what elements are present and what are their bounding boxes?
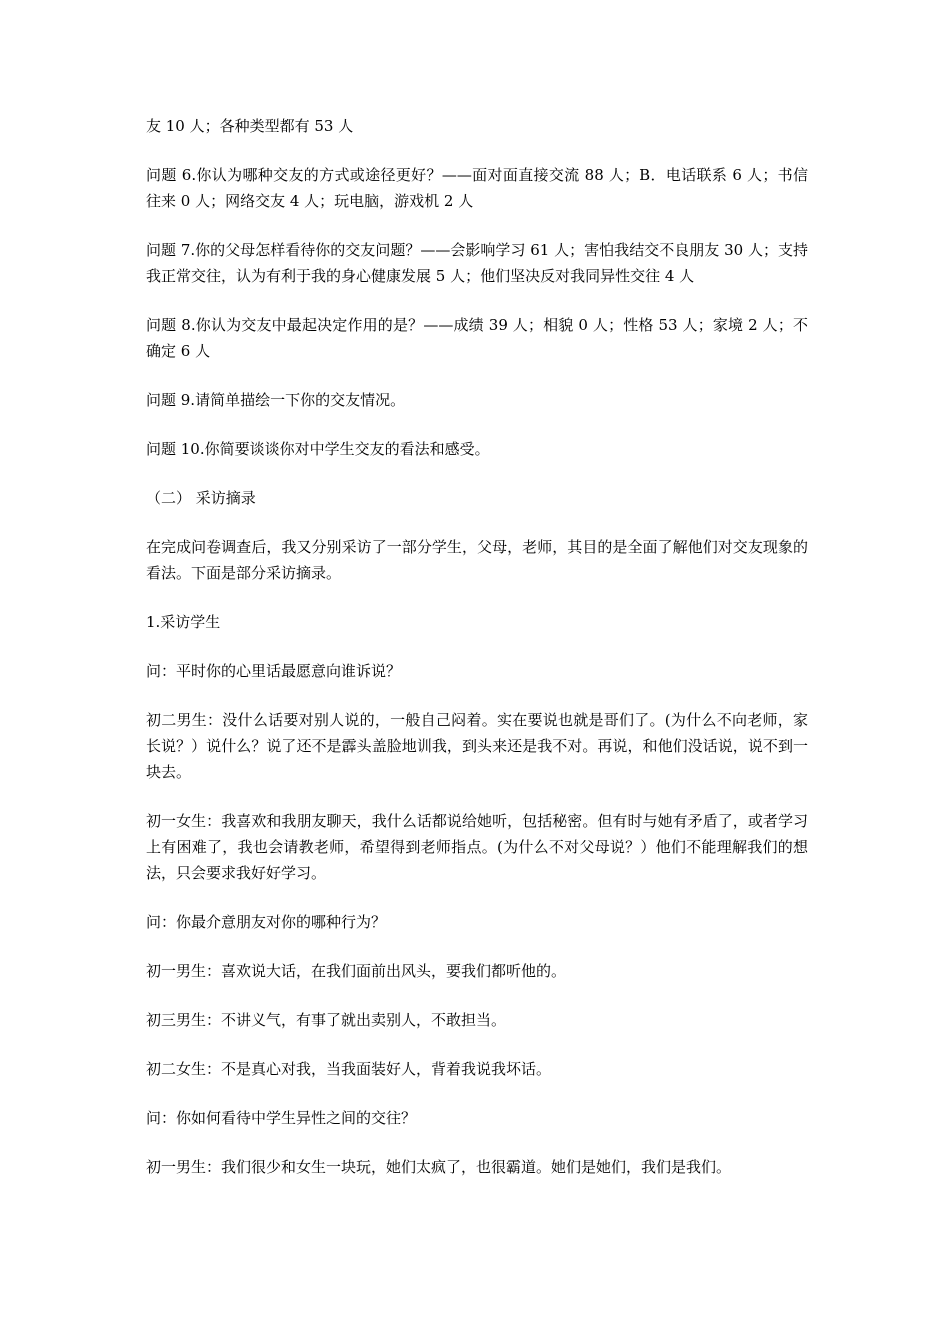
paragraph-question-7: 问题 7.你的父母怎样看待你的交友问题？——会影响学习 61 人；害怕我结交不良朋友 30 人；支持我正常交往，认为有利于我的身心健康发展 5 人；他们坚决反对我同异性交往 4 人 — [146, 241, 808, 285]
subheading-student-interview: 1.采访学生 — [146, 613, 221, 631]
answer-grade3-boy: 初三男生：不讲义气，有事了就出卖别人，不敢担当。 — [146, 1011, 507, 1029]
answer-grade1-boy-opposite-sex: 初一男生：我们很少和女生一块玩，她们太疯了，也很霸道。她们是她们，我们是我们。 — [146, 1158, 732, 1176]
paragraph-q5-continuation: 友 10 人；各种类型都有 53 人 — [146, 117, 354, 135]
paragraph-question-9: 问题 9.请简单描绘一下你的交友情况。 — [146, 391, 406, 409]
section-heading-interviews: （二） 采访摘录 — [146, 489, 256, 507]
paragraph-question-6: 问题 6.你认为哪种交友的方式或途径更好？——面对面直接交流 88 人；B．电话联系 6 人；书信往来 0 人；网络交友 4 人；玩电脑，游戏机 2 人 — [146, 166, 808, 210]
paragraph-question-10: 问题 10.你简要谈谈你对中学生交友的看法和感受。 — [146, 440, 490, 458]
interview-question-confide: 问：平时你的心里话最愿意向谁诉说？ — [146, 662, 402, 680]
answer-grade2-boy: 初二男生：没什么话要对别人说的，一般自己闷着。实在要说也就是哥们了。(为什么不向老师，家长说？）说什么？说了还不是霹头盖脸地训我，到头来还是我不对。再说，和他们没话说，说不到一块去。 — [146, 711, 808, 781]
answer-grade2-girl: 初二女生：不是真心对我，当我面装好人，背着我说我坏话。 — [146, 1060, 552, 1078]
answer-grade1-boy: 初一男生：喜欢说大话，在我们面前出风头，要我们都听他的。 — [146, 962, 567, 980]
interview-question-opposite-sex: 问：你如何看待中学生异性之间的交往？ — [146, 1109, 417, 1127]
answer-grade1-girl: 初一女生：我喜欢和我朋友聊天，我什么话都说给她听，包括秘密。但有时与她有矛盾了，或者学习上有困难了，我也会请教老师，希望得到老师指点。(为什么不对父母说？）他们不能理解我们的想法，只会要求我好好学习。 — [146, 812, 808, 882]
document-page — [146, 113, 808, 1203]
paragraph-question-8: 问题 8.你认为交友中最起决定作用的是？——成绩 39 人；相貌 0 人；性格 53 人；家境 2 人；不确定 6 人 — [146, 316, 808, 360]
interview-question-mind: 问：你最介意朋友对你的哪种行为？ — [146, 913, 387, 931]
paragraph-interview-intro: 在完成问卷调查后，我又分别采访了一部分学生，父母，老师，其目的是全面了解他们对交友现象的看法。下面是部分采访摘录。 — [146, 538, 808, 582]
